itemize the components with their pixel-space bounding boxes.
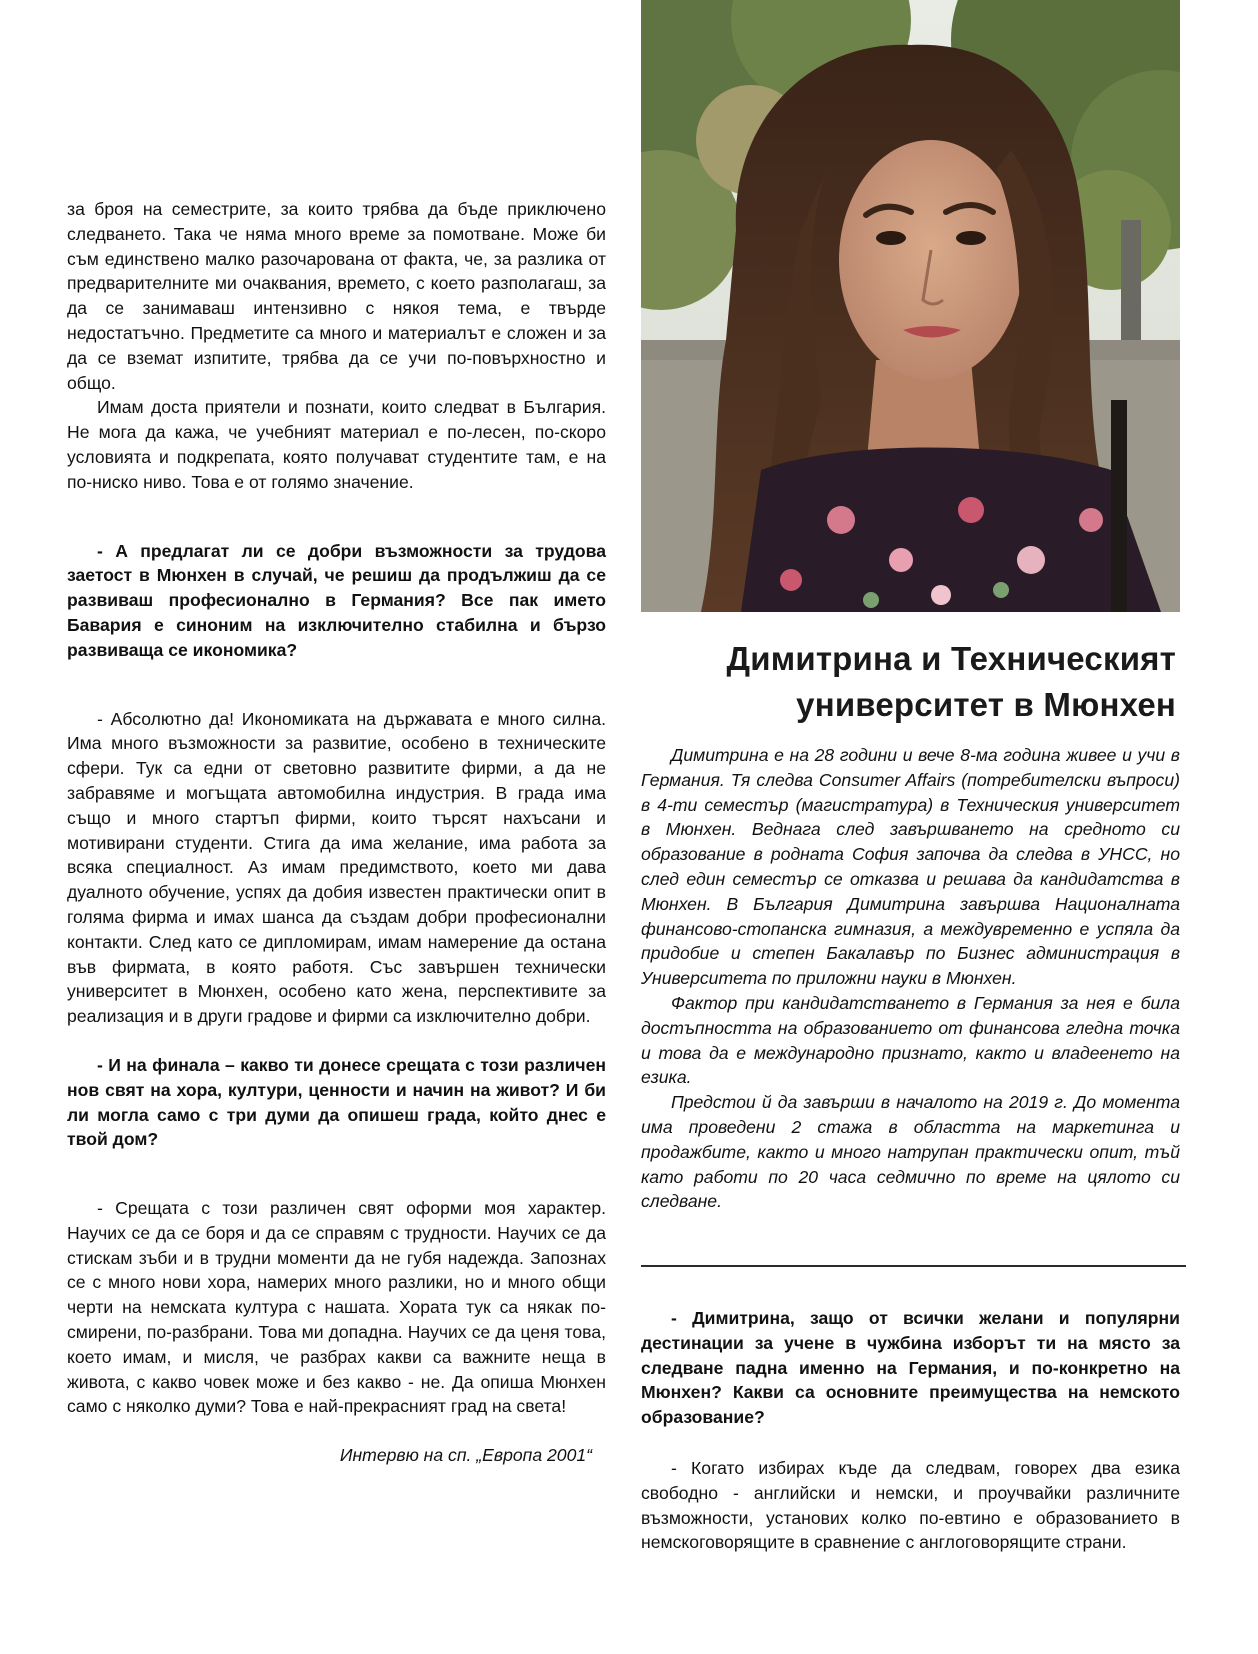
right-question-block [641,1306,1180,1430]
interview-answer: - Абсолютно да! Икономиката на държавата е много силна. Има много възможности за развитие, особено в техническите сфери. Тук са едни от световно развитите фирми, а да не забравяме и могъщата автомобилна индустрия. В града има също и много стартъп фирми, които търсят нахъсани и мотивирани студенти. Стига да има желание, има работа за всяка специалност. Аз имам предимството, което ми дава дуалното обучение, успях да добия известен практически опит в голяма фирма и имах шанса да създам добри професионални контакти. След като се дипломирам, имам намерение да остана във фирмата, в която работя. Със завършен технически университет в Мюнхен, особено като жена, перспективите за реализация и в други градове и фирми са изключително добри. [67,708,606,1027]
portrait-photo [641,0,1180,612]
intro-paragraph: Фактор при кандидатстването в Германия за нея е била достъпността на образованието от финансова гледна точка и това да е международно признато, както и владеенето на езика. [641,992,1180,1088]
headline-line: Димитрина и Техническият [726,640,1176,677]
interview-answer: - Срещата с този различен свят оформи моя характер. Научих се да се боря и да се справям с трудности. Научих се да стискам зъби и в трудни моменти да не губя надежда. Запознах се с много нови хора, намерих много разлики, но и много общи черти на немската култура с нашата. Хората тук са някак по-смирени, по-разбрани. Това ми допадна. Научих се да ценя това, което имам, и мисля, че разбрах какви са важните неща в живота, с какво човек може и без какво - не. Да опиша Мюнхен само с няколко думи? Това е най-прекрасният град на света! [67,1198,606,1417]
intro-paragraph: Димитрина е на 28 години и вече 8-ма година живее и учи в Германия. Тя следва Consumer Affairs (потребителски въпроси) в 4-ти семестър (магистратура) в Техническия университет в Мюнхен. Веднага след завършването на средното си образование в родната София започва да следва в УНСС, но след един семестър се отказва и решава да кандидатства в Мюнхен. В България Димитрина завършва Националната финансово-стопанска гимназия, а междувременно е успяла да придобие и степен Бакалавър по Бизнес администрация в Университета по приложни науки в Мюнхен. [641,745,1180,989]
section-divider [641,1265,1186,1267]
article-intro [641,743,1180,1214]
interview-question: - Димитрина, защо от всички желани и популярни дестинации за учене в чужбина изборът ти на място за следване падна именно на Германия, и по-конкретно на Мюнхен? Какви са основните преимущества на немското образование? [641,1308,1180,1428]
right-answer-block [641,1456,1180,1555]
signature: Интервю на сп. „Европа 2001“ [339,1445,592,1466]
paragraph: Имам доста приятели и познати, които следват в България. Не мога да кажа, че учебният материал е по-лесен, по-скоро условията и подкрепата, която получават студентите там, е на по-ниско ниво. Това е от голямо значение. [67,397,606,492]
interview-question: - А предлагат ли се добри възможности за трудова заетост в Мюнхен в случай, че решиш да продължиш да се развиваш професионално в Германия? Все пак името Бавария е синоним на изключително стабилна и бързо развиваща се икономика? [67,540,606,660]
paragraph: за броя на семестрите, за които трябва да бъде приключено следването. Така че няма много време за помотване. Може би съм единствено малко разочарована от факта, че, за разлика от предварителните ми очаквания, времето, с което разполагаш, за да се занимаваш интензивно с някоя тема, е твърде недостатъчно. Предметите са много и материалът е сложен и за да се вземат изпитите, трябва да се учи по-повърхностно и общо. [67,199,606,393]
headline-line: университет в Мюнхен [796,686,1176,723]
article-headline [641,636,1176,728]
intro-paragraph: Предстои й да завърши в началото на 2019 г. До момента има проведени 2 стажа в областта на маркетинга и продажбите, както и много натрупан практически опит, тъй като работи по 20 часа седмично по време на цялото си следване. [641,1092,1180,1212]
interview-answer: - Когато избирах къде да следвам, говорех два езика свободно - английски и немски, и проучвайки различните възможности, установих колко по-евтино е образованието в немскоговорящите в сравнение с англоговорящите страни. [641,1458,1180,1553]
interview-question: - И на финала – какво ти донесе срещата с този различен нов свят на хора, култури, ценности и начин на живот? И би ли могла само с три думи да опишеш града, който днес е твой дом? [67,1054,606,1150]
left-column [67,197,606,1468]
